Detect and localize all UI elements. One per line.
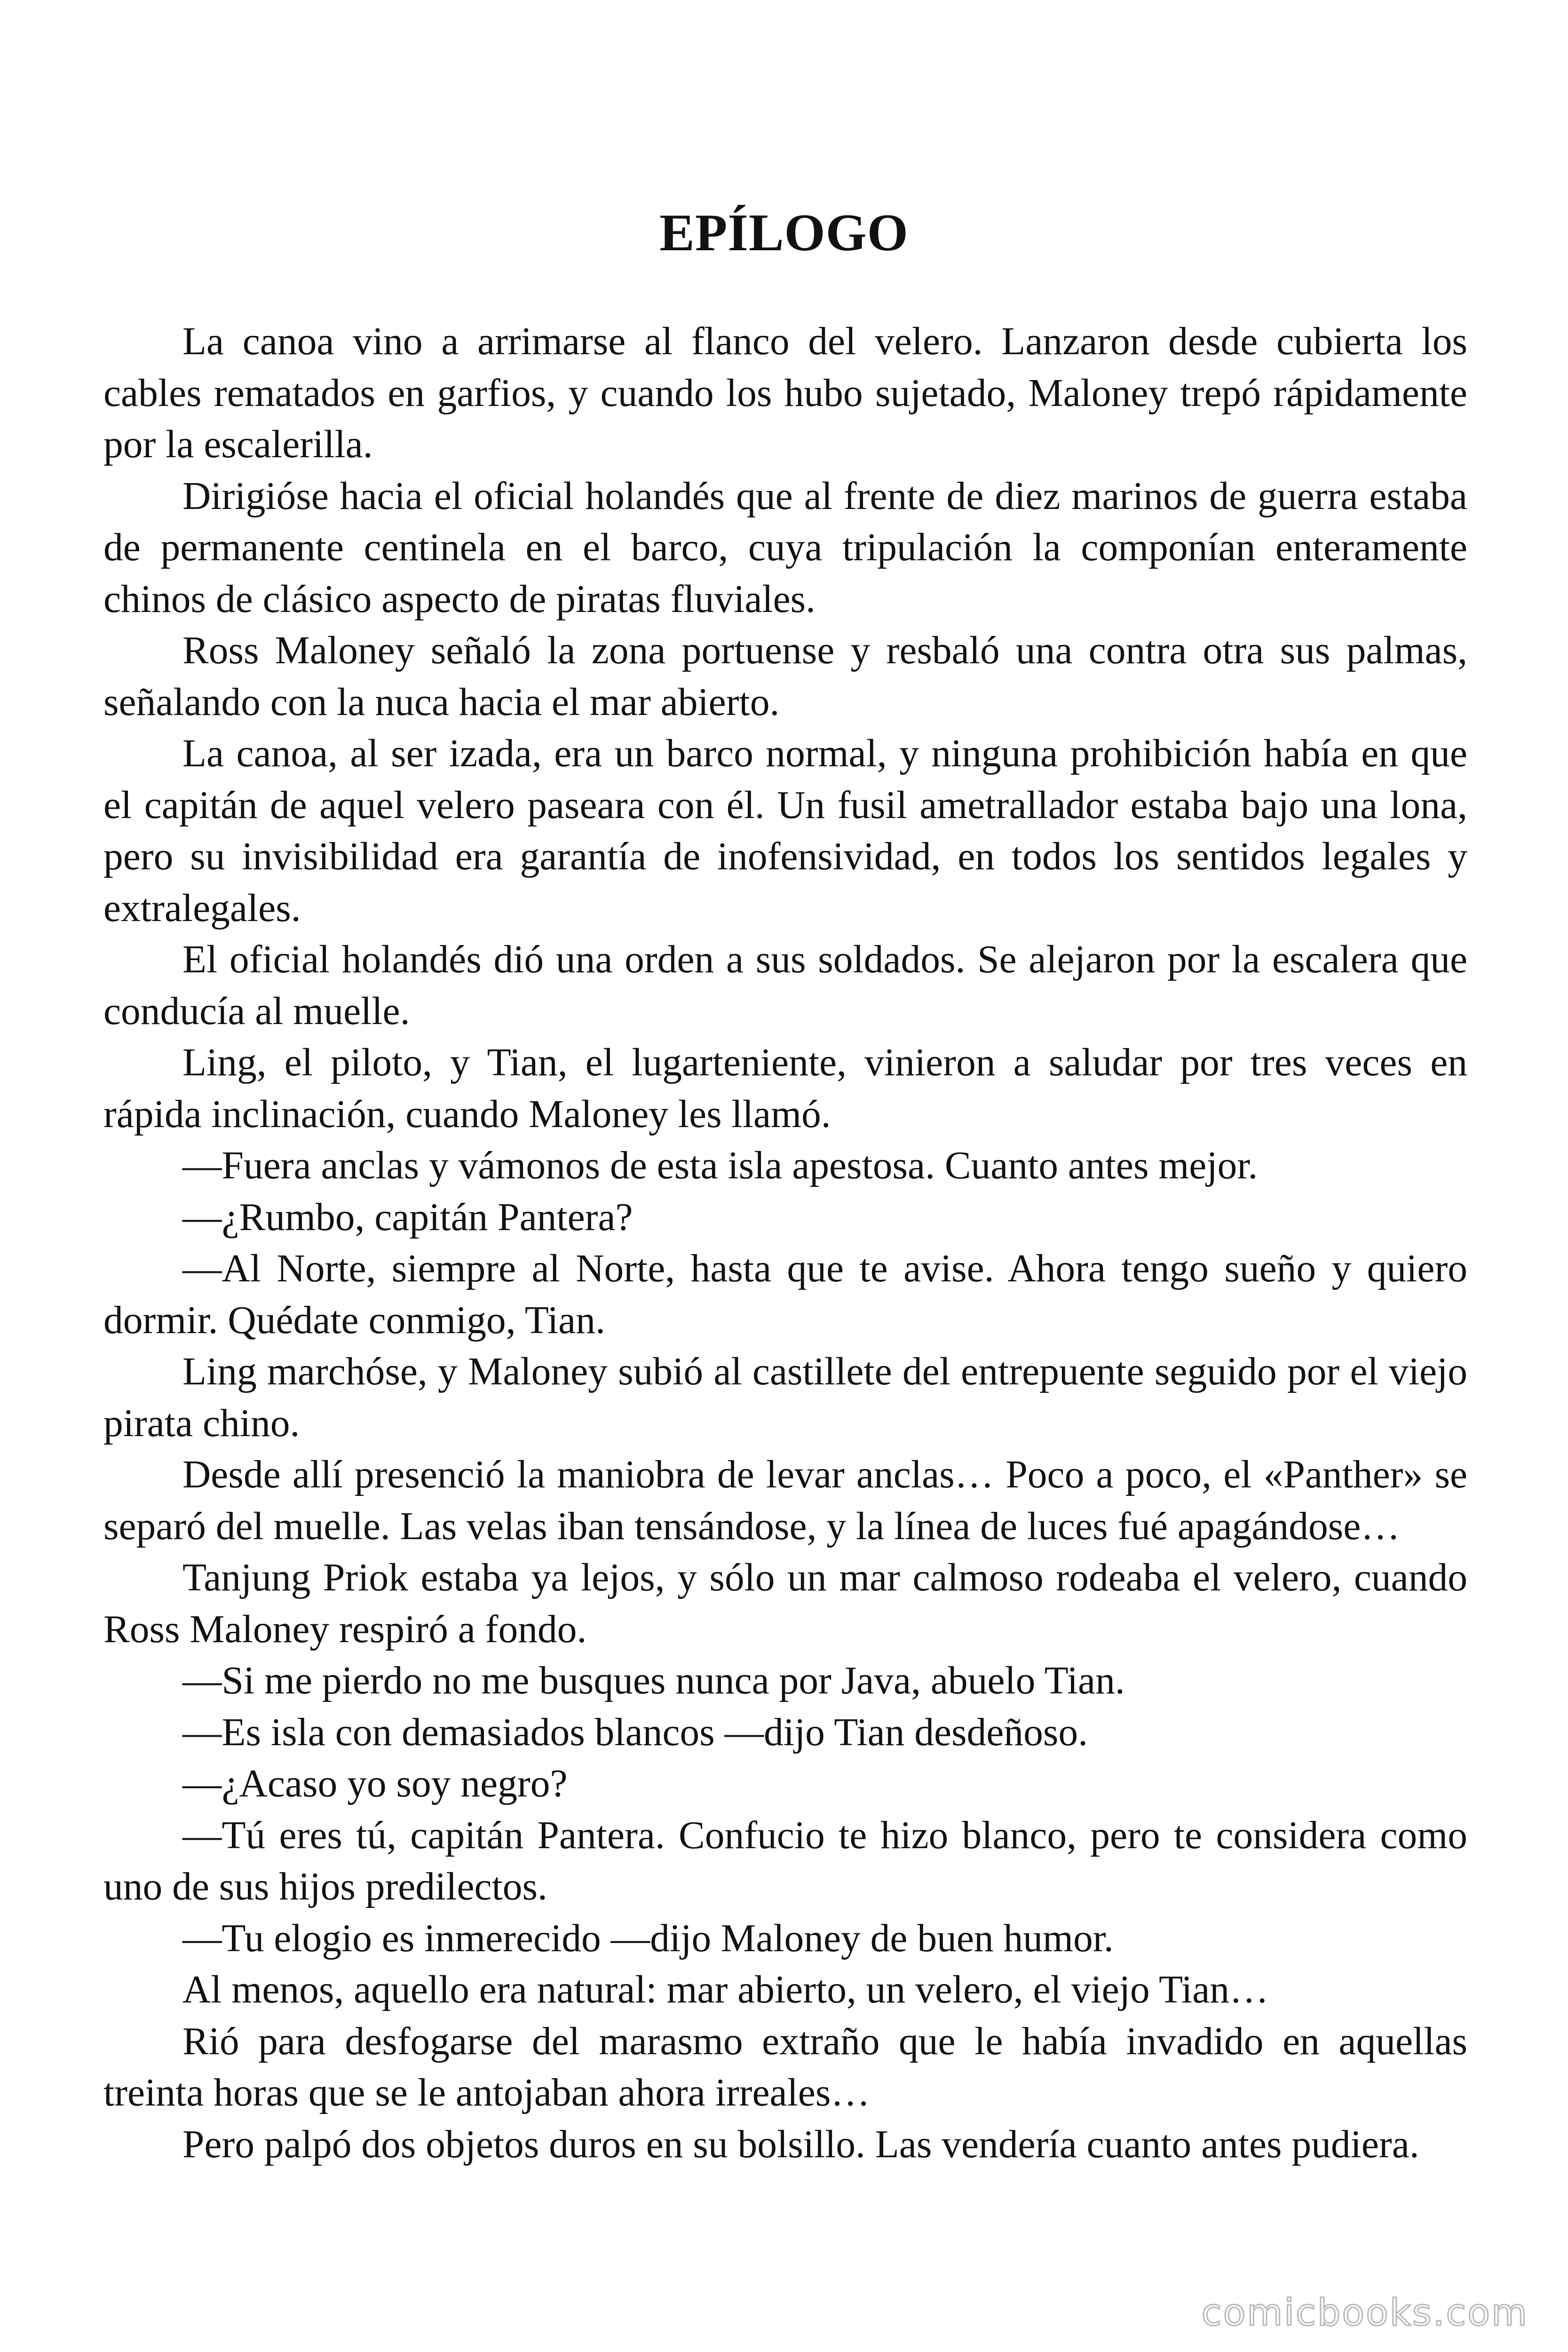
dialogue-line: —Fuera anclas y vámonos de esta isla apestosa. Cuanto antes mejor. — [182, 1144, 1258, 1187]
dialogue-line: —Tú eres tú, capitán Pantera. Confucio te hizo blanco, pero te considera como uno de sus hijos predilectos. — [103, 1813, 1467, 1908]
paragraph: Pero palpó dos objetos duros en su bolsillo. Las vendería cuanto antes pudiera. — [182, 2122, 1419, 2166]
watermark: comicbooks.com — [1201, 2292, 1528, 2334]
paragraph: Ling marchóse, y Maloney subió al castillete del entrepuente seguido por el viejo pirata chino. — [103, 1350, 1467, 1445]
paragraph: La canoa, al ser izada, era un barco normal, y ninguna prohibición había en que el capitán de aquel velero paseara con él. Un fusil ametrallador estaba bajo una lona, pero su invisibilidad era garantía de inofensividad, en todos los sentidos legales y extralegales. — [103, 732, 1467, 930]
dialogue-line: —¿Rumbo, capitán Pantera? — [182, 1195, 633, 1239]
paragraph: Desde allí presenció la maniobra de levar anclas… Poco a poco, el «Panther» se separó del muelle. Las velas iban tensándose, y la línea de luces fué apagándose… — [103, 1453, 1467, 1548]
paragraph: Ross Maloney señaló la zona portuense y resbaló una contra otra sus palmas, señalando con la nuca hacia el mar abierto. — [103, 629, 1467, 724]
body-text — [103, 316, 1467, 2170]
dialogue-line: —Tu elogio es inmerecido —dijo Maloney de buen humor. — [182, 1916, 1114, 1960]
dialogue-line: —Al Norte, siempre al Norte, hasta que te avise. Ahora tengo sueño y quiero dormir. Quédate conmigo, Tian. — [103, 1247, 1467, 1342]
dialogue-line: —¿Acaso yo soy negro? — [182, 1762, 568, 1805]
paragraph: Ling, el piloto, y Tian, el lugarteniente, vinieron a saludar por tres veces en rápida inclinación, cuando Maloney les llamó. — [103, 1041, 1467, 1136]
paragraph: Al menos, aquello era natural: mar abierto, un velero, el viejo Tian… — [182, 1968, 1269, 2011]
chapter-title: EPÍLOGO — [659, 204, 909, 262]
paragraph: Dirigióse hacia el oficial holandés que al frente de diez marinos de guerra estaba de permanente centinela en el barco, cuya tripulación la componían enteramente chinos de clásico aspecto de piratas fluviales. — [103, 474, 1467, 621]
paragraph: Tanjung Priok estaba ya lejos, y sólo un mar calmoso rodeaba el velero, cuando Ross Maloney respiró a fondo. — [103, 1556, 1467, 1651]
dialogue-line: —Si me pierdo no me busques nunca por Java, abuelo Tian. — [182, 1659, 1125, 1702]
paragraph: La canoa vino a arrimarse al flanco del velero. Lanzaron desde cubierta los cables rematados en garfios, y cuando los hubo sujetado, Maloney trepó rápidamente por la escalerilla. — [103, 320, 1467, 466]
dialogue-line: —Es isla con demasiados blancos —dijo Tian desdeñoso. — [182, 1710, 1088, 1754]
paragraph: El oficial holandés dió una orden a sus soldados. Se alejaron por la escalera que conducía al muelle. — [103, 938, 1467, 1033]
paragraph: Rió para desfogarse del marasmo extraño que le había invadido en aquellas treinta horas que se le antojaban ahora irreales… — [103, 2019, 1467, 2114]
